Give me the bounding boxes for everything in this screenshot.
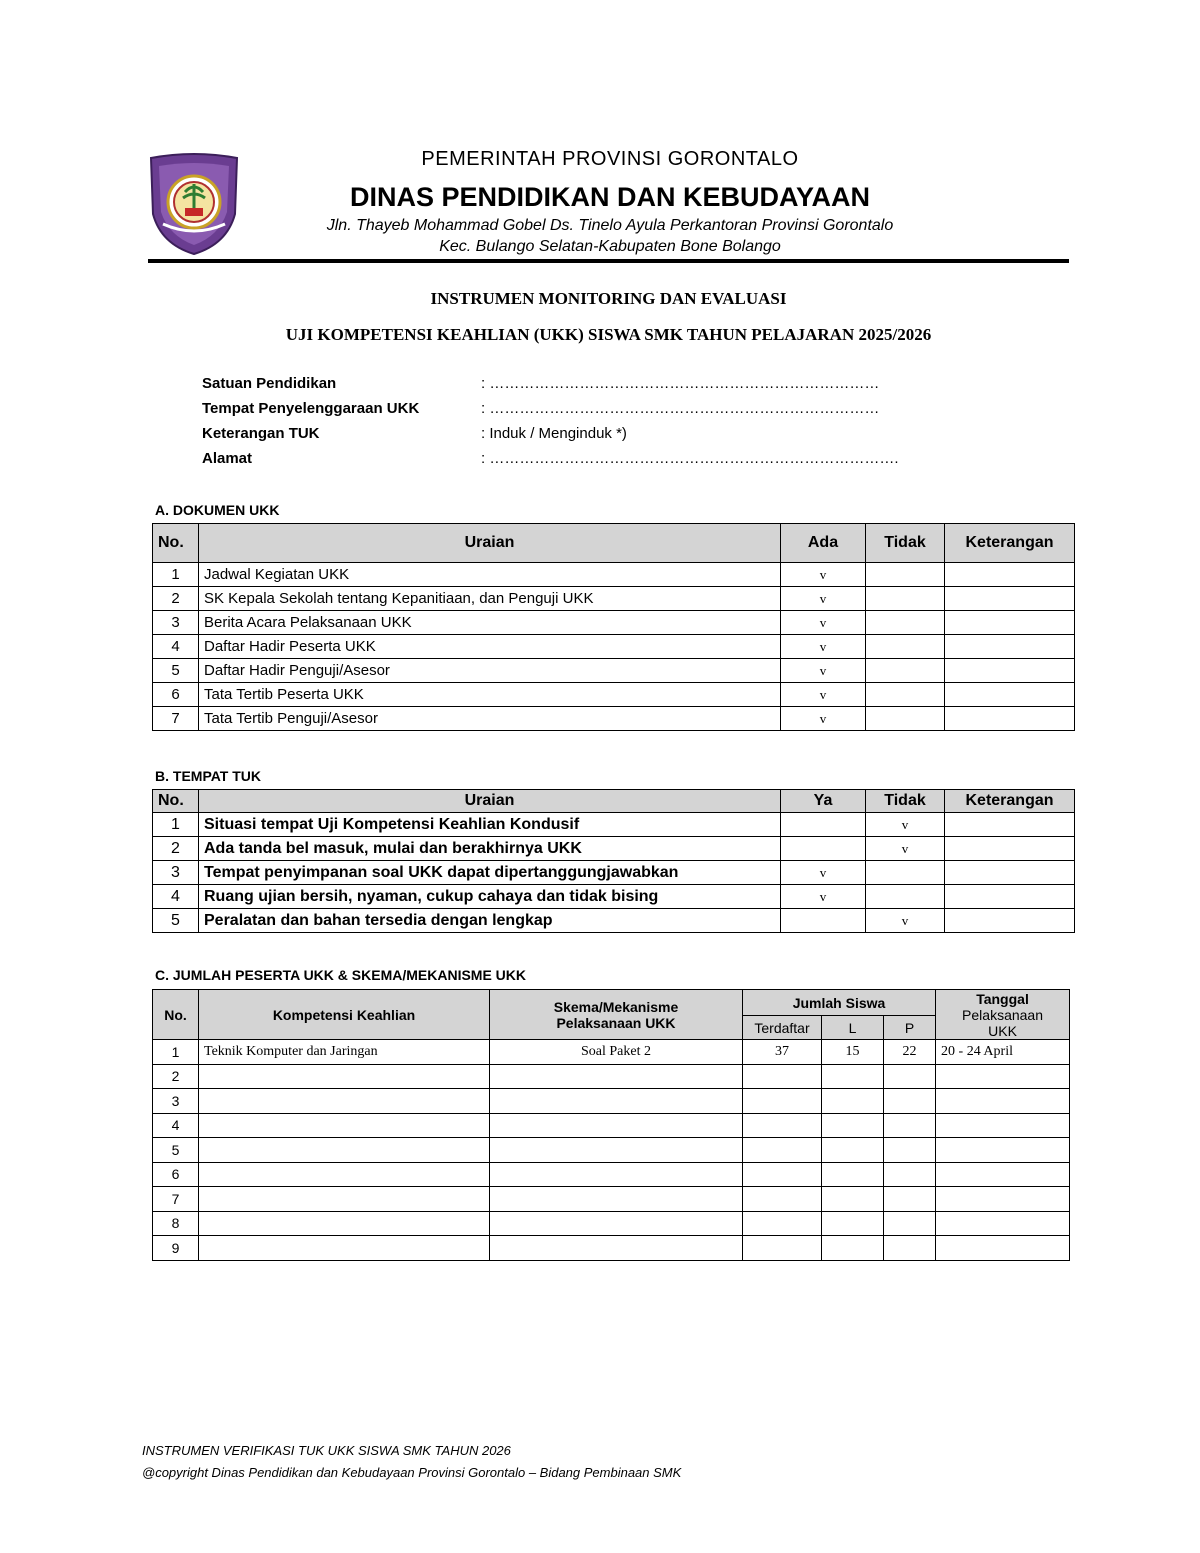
col-header-l: L bbox=[822, 1016, 884, 1040]
cell-skema bbox=[490, 1089, 743, 1114]
cell-terdaftar bbox=[743, 1236, 822, 1261]
field-value: : Induk / Menginduk *) bbox=[481, 425, 627, 442]
cell-ada: v bbox=[781, 587, 866, 611]
cell-skema bbox=[490, 1138, 743, 1163]
cell-uraian: Berita Acara Pelaksanaan UKK bbox=[199, 611, 781, 635]
cell-keterangan bbox=[945, 861, 1075, 885]
cell-keterangan bbox=[945, 885, 1075, 909]
cell-kompetensi bbox=[199, 1064, 490, 1089]
tanggal-line-3: UKK bbox=[988, 1022, 1017, 1039]
cell-uraian: Jadwal Kegiatan UKK bbox=[199, 563, 781, 587]
cell-uraian: Daftar Hadir Peserta UKK bbox=[199, 635, 781, 659]
cell-skema bbox=[490, 1211, 743, 1236]
address-line-1: Jln. Thayeb Mohammad Gobel Ds. Tinelo Ayula Perkantoran Provinsi Gorontalo bbox=[326, 217, 894, 234]
cell-tanggal bbox=[936, 1236, 1070, 1261]
cell-no: 5 bbox=[153, 909, 199, 933]
cell-ada: v bbox=[781, 611, 866, 635]
cell-no: 6 bbox=[153, 683, 199, 707]
cell-tanggal: 20 - 24 April bbox=[936, 1040, 1070, 1065]
table-row bbox=[153, 1040, 1070, 1065]
cell-keterangan bbox=[945, 683, 1075, 707]
cell-ya bbox=[781, 909, 866, 933]
cell-uraian: Tata Tertib Penguji/Asesor bbox=[199, 707, 781, 731]
tanggal-line-1: Tanggal bbox=[976, 990, 1029, 1007]
cell-no: 7 bbox=[153, 707, 199, 731]
table-row bbox=[153, 1089, 1070, 1114]
cell-tidak bbox=[866, 563, 945, 587]
cell-ya bbox=[781, 813, 866, 837]
cell-uraian: Tempat penyimpanan soal UKK dapat dipertanggungjawabkan bbox=[199, 861, 781, 885]
cell-no: 3 bbox=[153, 861, 199, 885]
table-row bbox=[153, 1236, 1070, 1261]
address-line-2: Kec. Bulango Selatan-Kabupaten Bone Bolango bbox=[439, 238, 781, 255]
cell-l bbox=[822, 1162, 884, 1187]
cell-kompetensi: Teknik Komputer dan Jaringan bbox=[199, 1040, 490, 1065]
field-label: Alamat bbox=[202, 450, 253, 467]
cell-p bbox=[884, 1113, 936, 1138]
cell-tidak bbox=[866, 683, 945, 707]
cell-kompetensi bbox=[199, 1113, 490, 1138]
cell-no: 7 bbox=[153, 1187, 199, 1212]
col-header-tidak: Tidak bbox=[866, 790, 945, 813]
cell-p bbox=[884, 1089, 936, 1114]
cell-no: 1 bbox=[153, 813, 199, 837]
cell-tanggal bbox=[936, 1211, 1070, 1236]
col-header-keterangan: Keterangan bbox=[945, 524, 1075, 563]
cell-no: 4 bbox=[153, 635, 199, 659]
cell-no: 2 bbox=[153, 587, 199, 611]
table-row bbox=[153, 683, 1075, 707]
cell-skema bbox=[490, 1236, 743, 1261]
cell-terdaftar bbox=[743, 1187, 822, 1212]
cell-no: 8 bbox=[153, 1211, 199, 1236]
cell-l bbox=[822, 1064, 884, 1089]
cell-tanggal bbox=[936, 1089, 1070, 1114]
col-header-terdaftar: Terdaftar bbox=[743, 1016, 822, 1040]
table-row bbox=[153, 563, 1075, 587]
government-name: PEMERINTAH PROVINSI GORONTALO bbox=[421, 148, 799, 170]
cell-no: 2 bbox=[153, 1064, 199, 1089]
department-name: DINAS PENDIDIKAN DAN KEBUDAYAAN bbox=[349, 182, 871, 212]
cell-uraian: Situasi tempat Uji Kompetensi Keahlian Kondusif bbox=[199, 813, 781, 837]
cell-uraian: Tata Tertib Peserta UKK bbox=[199, 683, 781, 707]
field-value: : …………………………………………………………………… bbox=[481, 375, 880, 392]
cell-p bbox=[884, 1211, 936, 1236]
document-subtitle: UJI KOMPETENSI KEAHLIAN (UKK) SISWA SMK TAHUN PELAJARAN 2025/2026 bbox=[285, 325, 932, 344]
cell-skema: Soal Paket 2 bbox=[490, 1040, 743, 1065]
col-header-ya: Ya bbox=[781, 790, 866, 813]
cell-ada: v bbox=[781, 563, 866, 587]
cell-p bbox=[884, 1162, 936, 1187]
cell-tidak bbox=[866, 707, 945, 731]
col-header-skema bbox=[490, 990, 743, 1040]
table-row bbox=[153, 813, 1075, 837]
table-row bbox=[153, 707, 1075, 731]
cell-no: 3 bbox=[153, 611, 199, 635]
field-label: Satuan Pendidikan bbox=[202, 375, 337, 392]
cell-skema bbox=[490, 1187, 743, 1212]
cell-l bbox=[822, 1236, 884, 1261]
cell-tidak bbox=[866, 659, 945, 683]
tanggal-line-2: Pelaksanaan bbox=[962, 1006, 1043, 1023]
table-row bbox=[153, 1113, 1070, 1138]
cell-l bbox=[822, 1113, 884, 1138]
table-row bbox=[153, 861, 1075, 885]
cell-tidak bbox=[866, 611, 945, 635]
table-row bbox=[153, 1138, 1070, 1163]
cell-no: 4 bbox=[153, 1113, 199, 1138]
cell-tidak: v bbox=[866, 909, 945, 933]
cell-ya bbox=[781, 837, 866, 861]
cell-uraian: Ada tanda bel masuk, mulai dan berakhirnya UKK bbox=[199, 837, 781, 861]
table-row bbox=[153, 1064, 1070, 1089]
footer-copyright: @copyright Dinas Pendidikan dan Kebudayaan Provinsi Gorontalo – Bidang Pembinaan SMK bbox=[142, 1465, 682, 1480]
cell-tanggal bbox=[936, 1138, 1070, 1163]
cell-ada: v bbox=[781, 683, 866, 707]
document-title: INSTRUMEN MONITORING DAN EVALUASI bbox=[430, 289, 787, 308]
cell-p bbox=[884, 1064, 936, 1089]
cell-kompetensi bbox=[199, 1211, 490, 1236]
cell-ada: v bbox=[781, 635, 866, 659]
col-header-no: No. bbox=[153, 790, 199, 813]
table-row bbox=[153, 635, 1075, 659]
cell-no: 2 bbox=[153, 837, 199, 861]
cell-terdaftar bbox=[743, 1064, 822, 1089]
cell-keterangan bbox=[945, 611, 1075, 635]
footer-title: INSTRUMEN VERIFIKASI TUK UKK SISWA SMK TAHUN 2026 bbox=[142, 1443, 511, 1458]
cell-uraian: SK Kepala Sekolah tentang Kepanitiaan, dan Penguji UKK bbox=[199, 587, 781, 611]
header-divider bbox=[148, 259, 1069, 263]
cell-tidak: v bbox=[866, 813, 945, 837]
cell-no: 6 bbox=[153, 1162, 199, 1187]
section-b-title: B. TEMPAT TUK bbox=[155, 768, 262, 784]
jumlah-peserta-table bbox=[152, 989, 1070, 1261]
cell-tidak bbox=[866, 885, 945, 909]
col-header-uraian: Uraian bbox=[199, 790, 781, 813]
col-header-kompetensi: Kompetensi Keahlian bbox=[199, 990, 490, 1040]
col-header-p: P bbox=[884, 1016, 936, 1040]
table-row bbox=[153, 837, 1075, 861]
col-header-keterangan: Keterangan bbox=[945, 790, 1075, 813]
cell-ya: v bbox=[781, 885, 866, 909]
cell-no: 1 bbox=[153, 1040, 199, 1065]
cell-tidak: v bbox=[866, 837, 945, 861]
field-label: Tempat Penyelenggaraan UKK bbox=[202, 400, 420, 417]
cell-kompetensi bbox=[199, 1236, 490, 1261]
cell-no: 1 bbox=[153, 563, 199, 587]
cell-p bbox=[884, 1138, 936, 1163]
cell-keterangan bbox=[945, 837, 1075, 861]
cell-no: 3 bbox=[153, 1089, 199, 1114]
table-row bbox=[153, 1162, 1070, 1187]
cell-p bbox=[884, 1187, 936, 1212]
table-row bbox=[153, 587, 1075, 611]
field-label: Keterangan TUK bbox=[202, 425, 320, 442]
cell-tanggal bbox=[936, 1064, 1070, 1089]
cell-uraian: Daftar Hadir Penguji/Asesor bbox=[199, 659, 781, 683]
field-value: : …………………………………………………………………… bbox=[481, 400, 880, 417]
section-a-title: A. DOKUMEN UKK bbox=[155, 502, 280, 518]
cell-tanggal bbox=[936, 1162, 1070, 1187]
tempat-tuk-table bbox=[152, 789, 1075, 933]
cell-keterangan bbox=[945, 707, 1075, 731]
cell-keterangan bbox=[945, 635, 1075, 659]
col-header-no: No. bbox=[153, 990, 199, 1040]
cell-no: 9 bbox=[153, 1236, 199, 1261]
cell-ya: v bbox=[781, 861, 866, 885]
col-header-tanggal bbox=[936, 990, 1070, 1040]
cell-kompetensi bbox=[199, 1187, 490, 1212]
cell-skema bbox=[490, 1113, 743, 1138]
cell-no: 4 bbox=[153, 885, 199, 909]
cell-terdaftar bbox=[743, 1211, 822, 1236]
cell-terdaftar bbox=[743, 1162, 822, 1187]
cell-no: 5 bbox=[153, 659, 199, 683]
skema-line-1: Skema/Mekanisme bbox=[553, 998, 679, 1015]
cell-terdaftar: 37 bbox=[743, 1040, 822, 1065]
table-row bbox=[153, 1187, 1070, 1212]
col-header-ada: Ada bbox=[781, 524, 866, 563]
provincial-emblem-icon bbox=[147, 152, 241, 256]
cell-terdaftar bbox=[743, 1113, 822, 1138]
cell-tanggal bbox=[936, 1187, 1070, 1212]
table-row bbox=[153, 885, 1075, 909]
cell-ada: v bbox=[781, 707, 866, 731]
cell-ada: v bbox=[781, 659, 866, 683]
section-c-title: C. JUMLAH PESERTA UKK & SKEMA/MEKANISME UKK bbox=[155, 967, 527, 983]
field-value: : ………………………………………………………………………. bbox=[481, 450, 899, 467]
cell-no: 5 bbox=[153, 1138, 199, 1163]
col-header-uraian: Uraian bbox=[199, 524, 781, 563]
cell-tidak bbox=[866, 587, 945, 611]
cell-l bbox=[822, 1138, 884, 1163]
dokumen-table bbox=[152, 523, 1075, 731]
table-row bbox=[153, 1211, 1070, 1236]
cell-p bbox=[884, 1236, 936, 1261]
cell-tidak bbox=[866, 861, 945, 885]
cell-skema bbox=[490, 1064, 743, 1089]
cell-keterangan bbox=[945, 659, 1075, 683]
cell-kompetensi bbox=[199, 1162, 490, 1187]
cell-tanggal bbox=[936, 1113, 1070, 1138]
cell-l bbox=[822, 1187, 884, 1212]
cell-kompetensi bbox=[199, 1138, 490, 1163]
cell-uraian: Ruang ujian bersih, nyaman, cukup cahaya dan tidak bising bbox=[199, 885, 781, 909]
cell-uraian: Peralatan dan bahan tersedia dengan lengkap bbox=[199, 909, 781, 933]
table-row bbox=[153, 611, 1075, 635]
col-header-jumlah-siswa: Jumlah Siswa bbox=[743, 990, 936, 1016]
table-row bbox=[153, 659, 1075, 683]
cell-terdaftar bbox=[743, 1138, 822, 1163]
skema-line-2: Pelaksanaan UKK bbox=[556, 1014, 676, 1031]
cell-keterangan bbox=[945, 563, 1075, 587]
cell-keterangan bbox=[945, 909, 1075, 933]
cell-terdaftar bbox=[743, 1089, 822, 1114]
cell-skema bbox=[490, 1162, 743, 1187]
cell-keterangan bbox=[945, 587, 1075, 611]
cell-l: 15 bbox=[822, 1040, 884, 1065]
cell-p: 22 bbox=[884, 1040, 936, 1065]
cell-l bbox=[822, 1089, 884, 1114]
col-header-no: No. bbox=[153, 524, 199, 563]
col-header-tidak: Tidak bbox=[866, 524, 945, 563]
cell-tidak bbox=[866, 635, 945, 659]
cell-kompetensi bbox=[199, 1089, 490, 1114]
cell-keterangan bbox=[945, 813, 1075, 837]
table-row bbox=[153, 909, 1075, 933]
cell-l bbox=[822, 1211, 884, 1236]
